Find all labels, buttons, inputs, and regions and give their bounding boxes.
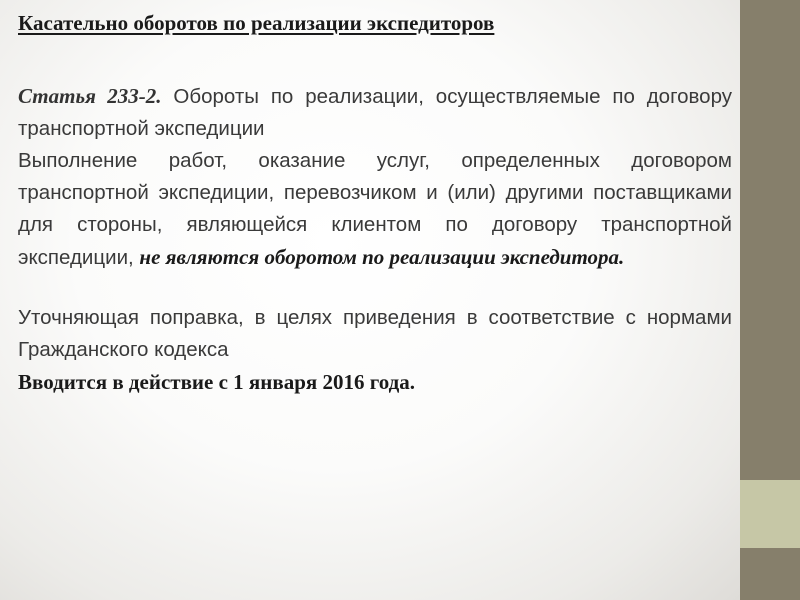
rule-paragraph (18, 145, 732, 274)
article-reference: Статья 233-2. (18, 84, 162, 108)
rule-text: Выполнение работ, оказание услуг, определенных договором транспортной экспедиции, перевозчиком и (или) другими поставщиками для стороны, являющейся клиентом по договору транспортной экспедиции, (18, 149, 732, 269)
article-paragraph (18, 80, 732, 145)
side-accent-block (740, 480, 800, 548)
rule-emphasis: не являются оборотом по реализации экспедитора. (139, 245, 625, 269)
slide-title: Касательно оборотов по реализации экспедиторов (18, 11, 495, 35)
slide-content (18, 8, 732, 398)
clarification-paragraph: Уточняющая поправка, в целях приведения в соответствие с нормами Гражданского кодекса (18, 306, 732, 361)
effective-date: Вводится в действие с 1 января 2016 года. (18, 370, 416, 394)
article-description: Обороты по реализации, осуществляемые по договору транспортной экспедиции (18, 85, 732, 140)
side-decoration-bar (740, 0, 800, 600)
